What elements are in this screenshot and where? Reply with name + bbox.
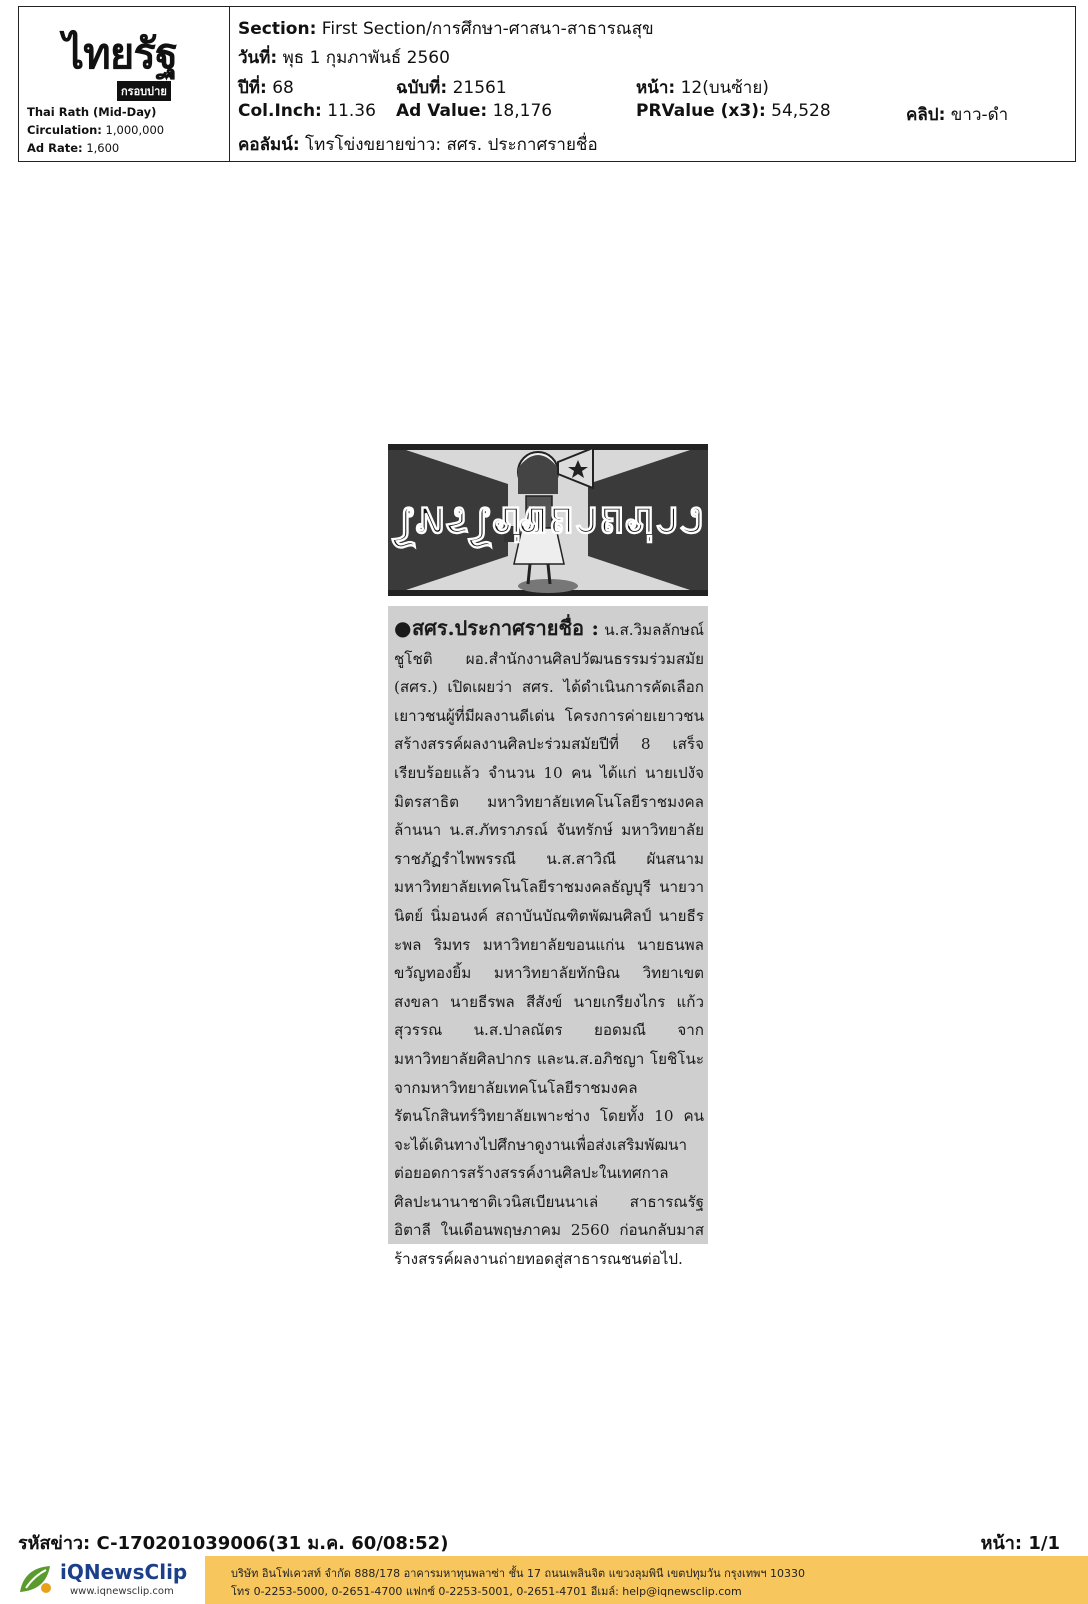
date-row: วันที่: พุธ 1 กุมภาพันธ์ 2560 <box>238 48 450 68</box>
col-inch-field: Col.Inch: 11.36 <box>238 101 376 121</box>
issue-field: ฉบับที่: 21561 <box>396 78 507 98</box>
company-contact: โทร 0-2253-5000, 0-2651-4700 แฟกซ์ 0-2253-5001, 0-2651-4701 อีเมล์: help@iqnewsclip.com <box>231 1585 742 1598</box>
iqnewsclip-logo <box>0 1556 205 1604</box>
ad-value-field: Ad Value: 18,176 <box>396 101 553 121</box>
column-row: คอลัมน์: โทรโข่งขยายข่าว: สศร. ประกาศรายชื่อ <box>238 135 598 155</box>
banner-title-right: ขยายข่าว <box>518 497 704 548</box>
brand-url: www.iqnewsclip.com <box>70 1586 174 1597</box>
clip-color-field: คลิป: ขาว-ดำ <box>906 105 1009 125</box>
company-address: บริษัท อินโฟเควสท์ จำกัด 888/178 อาคารมหาทุนพลาซ่า ชั้น 17 ถนนเพลินจิต แขวงลุมพินี เขตปทุมวัน กรุงเทพฯ 10330 <box>231 1567 805 1580</box>
section-row: Section: First Section/การศึกษา-ศาสนา-สาธารณสุข <box>238 19 654 39</box>
clip-info-header <box>18 6 1076 162</box>
publication-panel <box>19 7 230 161</box>
banner-title-left: โทรโข่ง <box>392 497 544 548</box>
news-clipping <box>388 444 708 1269</box>
leaf-logo-icon <box>16 1562 56 1596</box>
article-text <box>388 606 708 1269</box>
edition-tag: กรอบบ่าย <box>117 81 171 101</box>
article-headline: ●สศร.ประกาศรายชื่อ : <box>394 616 599 640</box>
column-banner <box>388 444 708 596</box>
page-count: หน้า: 1/1 <box>980 1533 1060 1554</box>
company-info <box>205 1556 1088 1604</box>
footer-bar <box>0 1556 1088 1604</box>
publication-logo: ไทยรัฐ <box>63 29 178 78</box>
brand-name: iQNewsClip <box>60 1560 188 1584</box>
year-field: ปีที่: 68 <box>238 78 294 98</box>
news-code: รหัสข่าว: C-170201039006(31 ม.ค. 60/08:52) <box>18 1533 449 1554</box>
circulation: Circulation: 1,000,000 <box>27 123 165 137</box>
page-field: หน้า: 12(บนซ้าย) <box>636 78 769 98</box>
ad-rate: Ad Rate: 1,600 <box>27 141 120 155</box>
article-body: น.ส.วิมลลักษณ์ ชูโชติ ผอ.สำนักงานศิลปวัฒนธรรมร่วมสมัย (สศร.) เปิดเผยว่า สศร. ได้ดำเนินการคัดเลือกเยาวชนผู้ที่มีผลงานดีเด่น โครงการค่ายเยาวชนสร้างสรรค์ผลงานศิลปะร่วมสมัยปีที่ 8 เสร็จเรียบร้อยแล้ว จำนวน 10 คน ได้แก่ นายเปงัจ มิตรสาธิต มหาวิทยาลัยเทคโนโลยีราชมงคลล้านนา น.ส.ภัทราภรณ์ จันทรักษ์ มหาวิทยาลัยราชภัฏรำไพพรรณี น.ส.สาวิณี ผันสนาม มหาวิทยาลัยเทคโนโลยีราชมงคลธัญบุรี นายวานิตย์ นิ่มอนงค์ สถาบันบัณฑิตพัฒนศิลป์ นายธีระพล ริมทร มหาวิทยาลัยขอนแก่น นายธนพล ขวัญทองยิ้ม มหาวิทยาลัยทักษิณ วิทยาเขตสงขลา นายธีรพล สีสังข์ นายเกรียงไกร แก้วสุวรรณ น.ส.ปาลณัตร ยอดมณี จากมหาวิทยาลัยศิลปากร และน.ส.อภิชญา โยชิโนะ จากมหาวิทยาลัยเทคโนโลยีราชมงคลรัตนโกสินทร์วิทยาลัยเพาะช่าง โดยทั้ง 10 คนจะได้เดินทางไปศึกษาดูงานเพื่อส่งเสริมพัฒนาต่อยอดการสร้างสรรค์งานศิลปะในเทศกาลศิลปะนานาชาติเวนิสเบียนนาเล่ สาธารณรัฐอิตาลี ในเดือนพฤษภาคม 2560 ก่อนกลับมาสร้างสรรค์ผลงานถ่ายทอดสู่สาธารณชนต่อไป. <box>394 621 704 1269</box>
publication-name: Thai Rath (Mid-Day) <box>27 105 157 119</box>
pr-value-field: PRValue (x3): 54,528 <box>636 101 831 121</box>
clip-metadata <box>230 7 1075 161</box>
